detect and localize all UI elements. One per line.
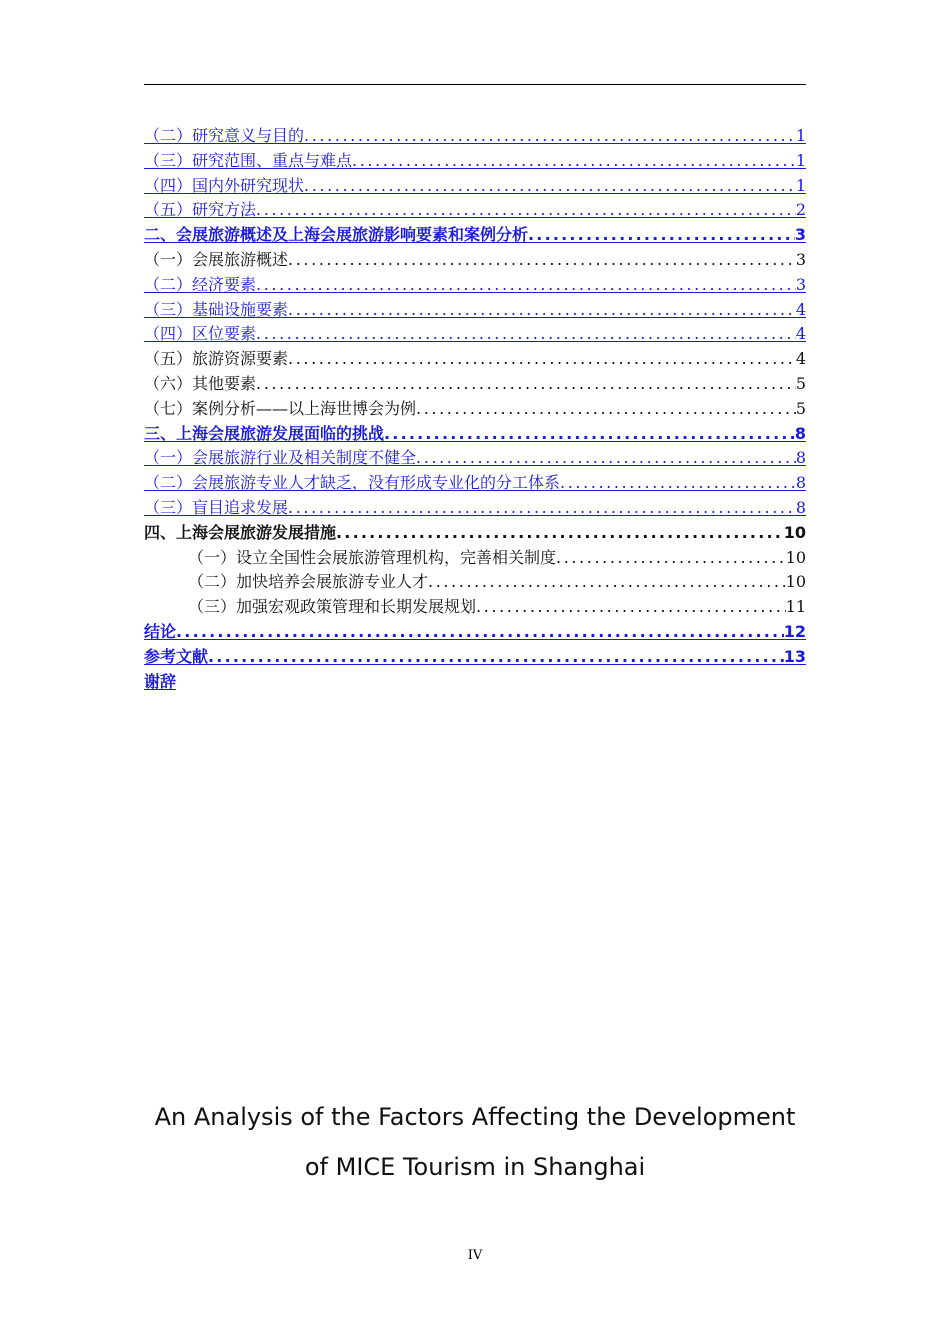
toc-leader-dots: [416, 446, 796, 471]
toc-leader-dots: [288, 347, 796, 372]
toc-entry[interactable]: [144, 149, 806, 174]
toc-leader-dots: [560, 471, 796, 496]
toc-entry-page: 3: [795, 249, 806, 269]
toc-entry-title: （二）研究意义与目的: [144, 126, 305, 145]
toc-leader-dots: [288, 248, 796, 273]
toc-entry-page: 8: [794, 423, 806, 443]
toc-entry[interactable]: [144, 422, 806, 447]
toc-entry-page: 4: [795, 324, 806, 344]
toc-entry-title: （三）研究范围、重点与难点: [144, 150, 353, 170]
toc-entry-title: 结论: [144, 621, 177, 641]
toc-leader-dots: [256, 273, 796, 298]
toc-entry-title: （五）旅游资源要素: [144, 349, 289, 369]
toc-entry-title: （四）区位要素: [144, 324, 257, 344]
toc-entry[interactable]: [144, 670, 806, 695]
toc-entry-title: （四）国内外研究现状: [144, 175, 305, 195]
toc-entry[interactable]: [144, 620, 806, 645]
toc-entry[interactable]: [144, 198, 806, 223]
toc-leader-dots: [476, 595, 786, 620]
toc-entry[interactable]: [144, 645, 806, 670]
toc-entry-page: 5: [795, 373, 806, 393]
toc-entry-title: 二、会展旅游概述及上海会展旅游影响要素和案例分析: [144, 225, 529, 245]
toc-leader-dots: [288, 298, 796, 323]
english-title-line-2: of MICE Tourism in Shanghai: [304, 1153, 646, 1181]
toc-entry-title: （三）盲目追求发展: [144, 497, 289, 517]
toc-entry-title: 参考文献: [144, 646, 209, 666]
toc-entry-title: （七）案例分析——以上海世博会为例: [144, 398, 417, 418]
toc-leader-dots: [384, 422, 795, 447]
toc-entry-page: 8: [795, 497, 806, 517]
page-number: IV: [467, 1248, 483, 1263]
header-rule: [144, 84, 806, 85]
toc-entry[interactable]: [144, 124, 806, 149]
toc-entry-page: 12: [783, 621, 806, 641]
toc-entry-title: （二）经济要素: [144, 274, 257, 294]
toc-entry-title: （一）会展旅游概述: [144, 249, 289, 269]
toc-leader-dots: [208, 645, 784, 670]
toc-leader-dots: [288, 496, 796, 521]
toc-entry[interactable]: [144, 322, 806, 347]
toc-leader-dots: [256, 322, 796, 347]
toc-entry-title: （三）基础设施要素: [144, 299, 289, 319]
toc-entry-page: 1: [795, 126, 806, 145]
toc-entry-page: 11: [785, 597, 806, 617]
toc-entry-title: （六）其他要素: [144, 373, 257, 393]
toc-leader-dots: [416, 397, 796, 422]
toc-entry-page: 10: [785, 572, 806, 592]
toc-entry-title: （三）加强宏观政策管理和长期发展规划: [188, 597, 477, 617]
toc-entry-page: 2: [795, 200, 806, 220]
toc-entry-page: 8: [795, 473, 806, 493]
toc-leader-dots: [528, 223, 795, 248]
table-of-contents: [144, 124, 806, 694]
toc-entry-page: 1: [795, 175, 806, 195]
toc-entry[interactable]: [144, 298, 806, 323]
toc-entry: [144, 570, 806, 595]
toc-entry: [144, 347, 806, 372]
toc-leader-dots: [304, 124, 796, 149]
toc-entry-title: （五）研究方法: [144, 200, 257, 220]
toc-entry[interactable]: [144, 446, 806, 471]
toc-entry: [144, 595, 806, 620]
toc-entry: [144, 372, 806, 397]
toc-entry-page: 10: [785, 547, 806, 567]
toc-entry-title: 谢辞: [144, 671, 177, 691]
english-title-line-1: An Analysis of the Factors Affecting the Development: [154, 1103, 796, 1131]
toc-entry-page: 4: [795, 299, 806, 319]
toc-entry-page: 5: [795, 398, 806, 418]
toc-leader-dots: [256, 198, 796, 223]
toc-entry-page: 3: [794, 225, 806, 245]
toc-entry-title: 四、上海会展旅游发展措施: [144, 522, 337, 542]
toc-entry-title: （二）加快培养会展旅游专业人才: [188, 572, 429, 592]
toc-entry: [144, 521, 806, 546]
toc-entry: [144, 248, 806, 273]
toc-entry-title: （一）会展旅游行业及相关制度不健全: [144, 448, 417, 468]
toc-leader-dots: [556, 546, 786, 571]
toc-entry[interactable]: [144, 223, 806, 248]
toc-leader-dots: [304, 174, 796, 199]
toc-entry[interactable]: [144, 496, 806, 521]
toc-entry[interactable]: [144, 273, 806, 298]
toc-entry-title: （二）会展旅游专业人才缺乏，没有形成专业化的分工体系: [144, 473, 561, 493]
toc-entry-title: 三、上海会展旅游发展面临的挑战: [144, 423, 385, 443]
toc-entry: [144, 397, 806, 422]
toc-entry[interactable]: [144, 471, 806, 496]
toc-leader-dots: [336, 521, 784, 546]
toc-entry-page: 4: [795, 349, 806, 369]
toc-entry-title: （一）设立全国性会展旅游管理机构，完善相关制度: [188, 547, 557, 567]
toc-leader-dots: [352, 149, 796, 174]
toc-entry-page: 1: [795, 150, 806, 170]
toc-entry-page: 3: [795, 274, 806, 294]
toc-entry[interactable]: [144, 174, 806, 199]
toc-leader-dots: [176, 620, 784, 645]
toc-entry-page: 13: [783, 646, 806, 666]
toc-leader-dots: [256, 372, 796, 397]
toc-entry-page: 10: [783, 522, 806, 542]
toc-entry: [144, 546, 806, 571]
toc-leader-dots: [428, 570, 786, 595]
toc-entry-page: 8: [795, 448, 806, 468]
